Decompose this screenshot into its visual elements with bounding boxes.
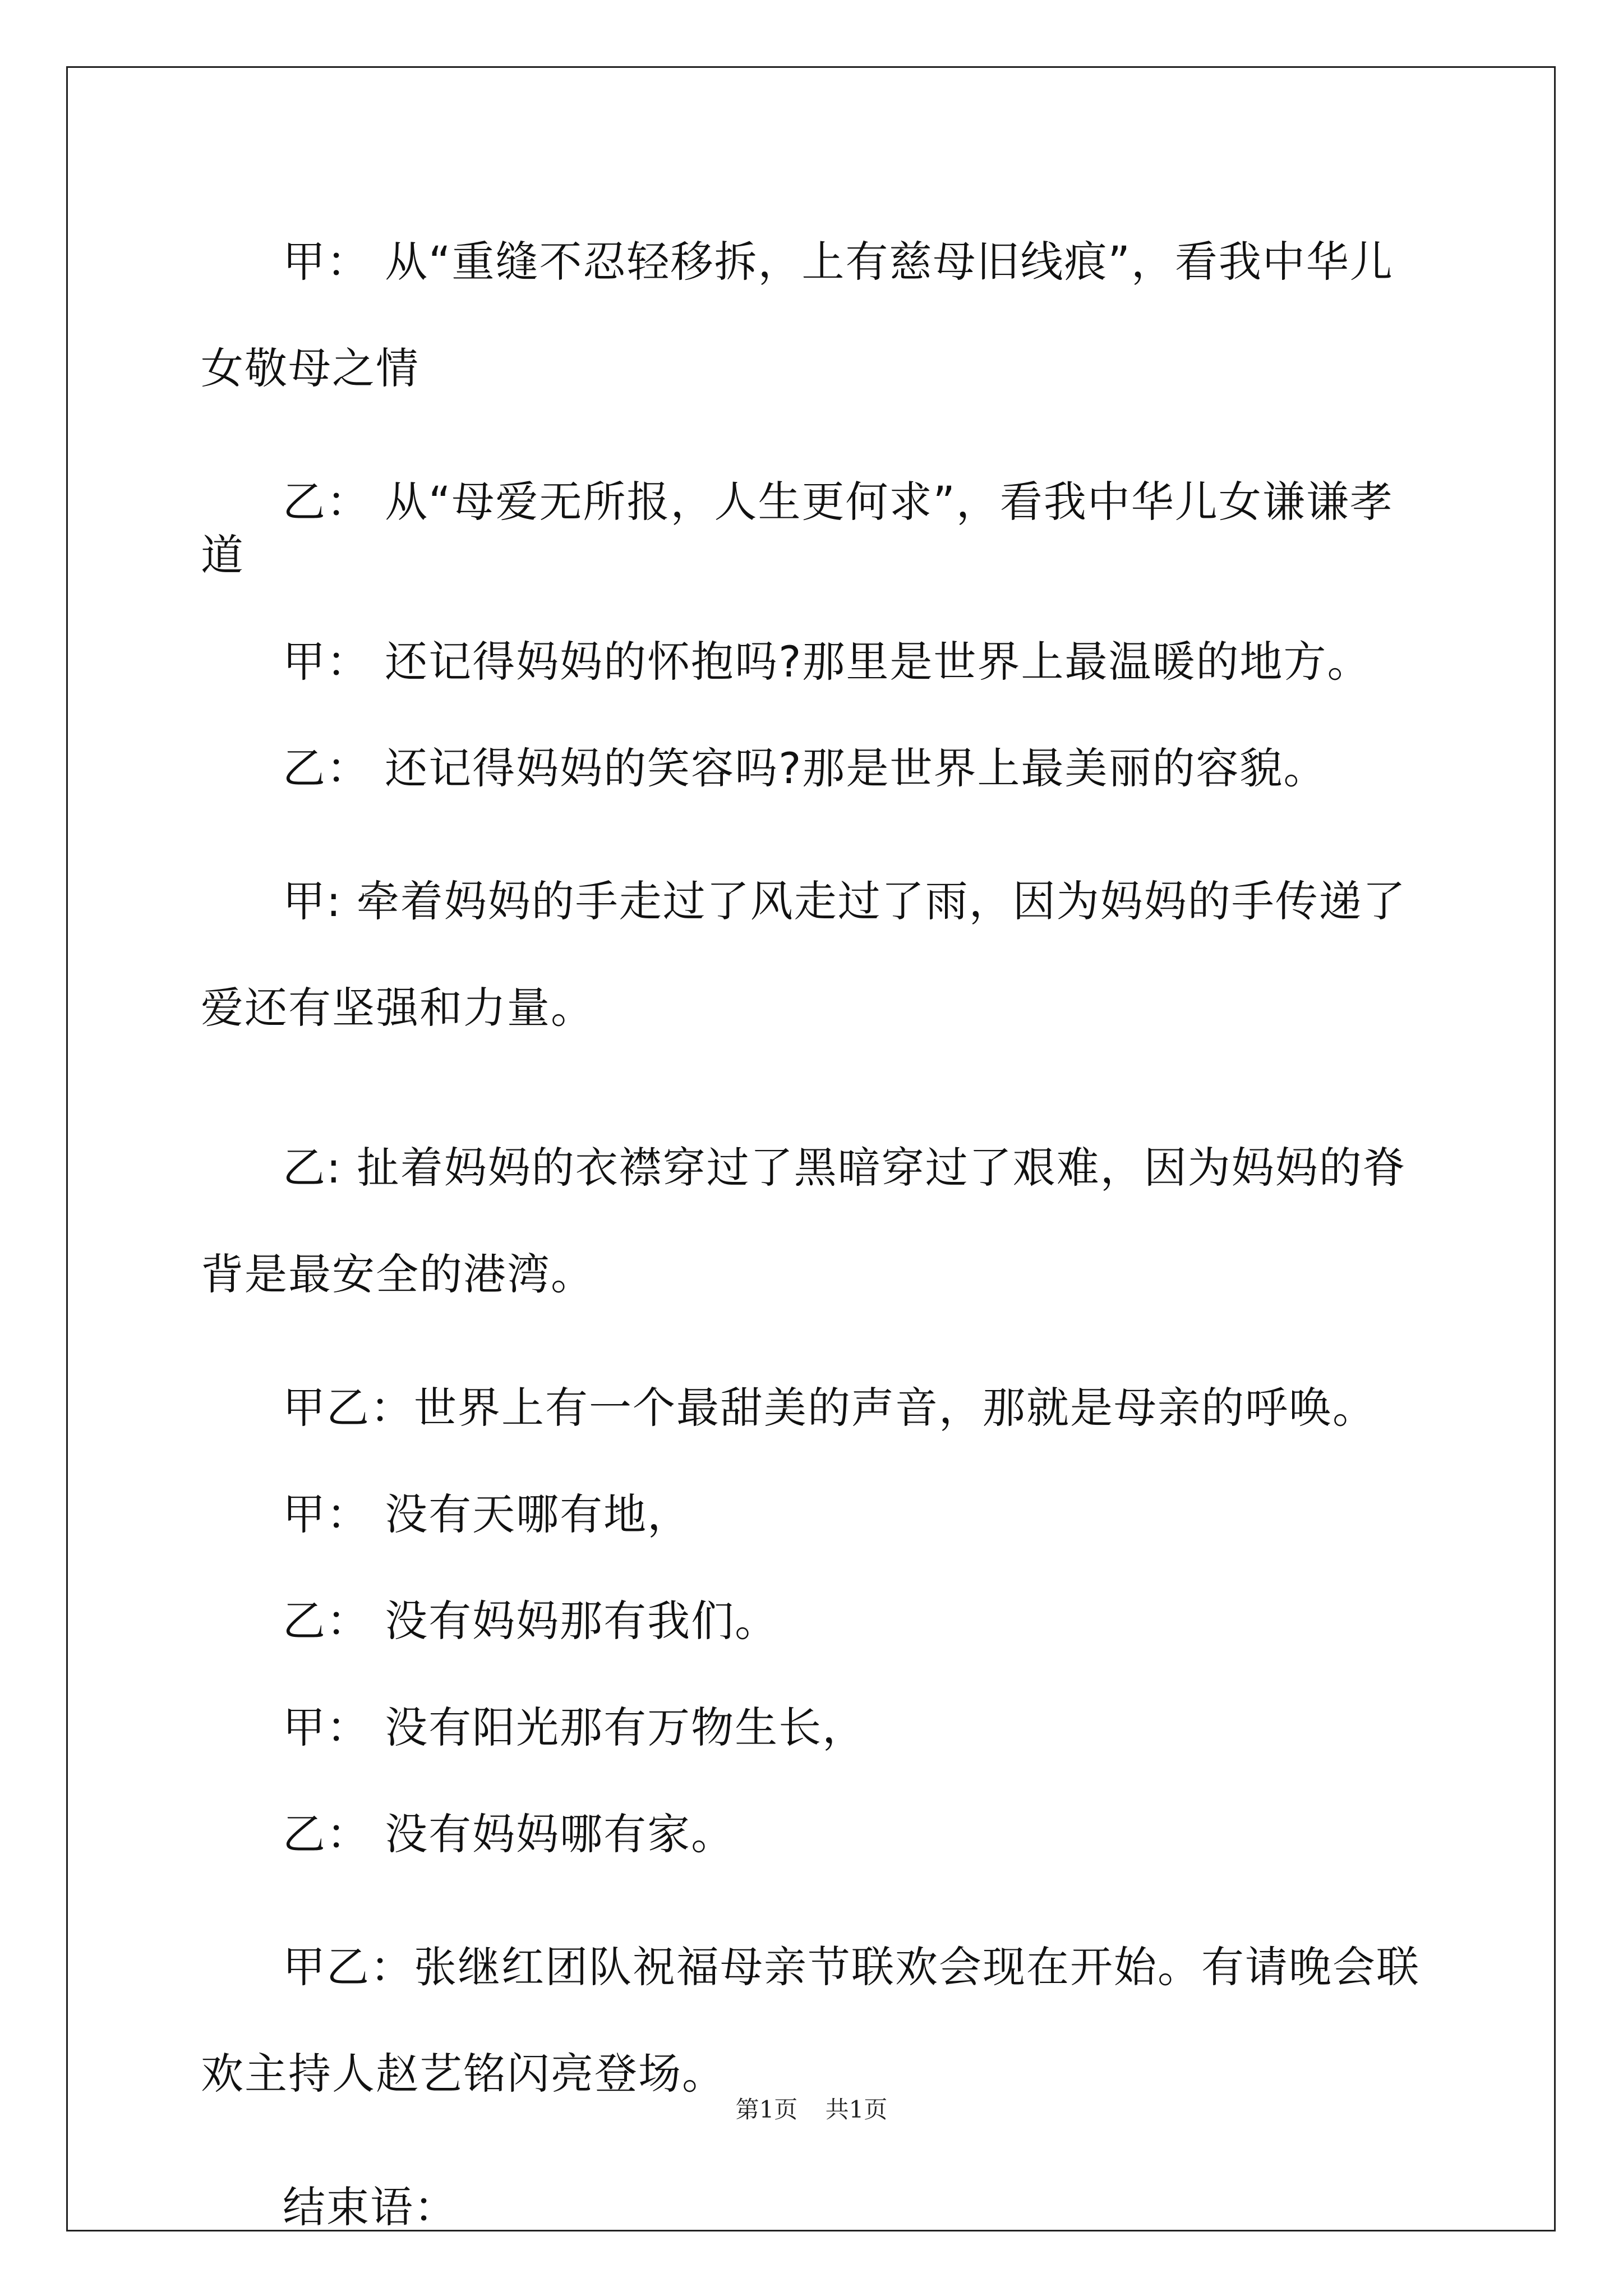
paragraph-3: 甲： 还记得妈妈的怀抱吗?那里是世界上最温暖的地方。 bbox=[283, 637, 1371, 687]
paragraph-4: 乙： 还记得妈妈的笑容吗?那是世界上最美丽的容貌。 bbox=[283, 743, 1327, 793]
paragraph-9: 乙： 没有妈妈那有我们。 bbox=[283, 1596, 779, 1646]
page-number-current: 第1页 bbox=[735, 2096, 798, 2123]
document-body bbox=[201, 209, 1423, 2287]
page-footer bbox=[0, 2091, 1623, 2125]
paragraph-5: 甲: 牵着妈妈的手走过了风走过了雨，因为妈妈的手传递了爱还有坚强和力量。 bbox=[201, 876, 1407, 1033]
paragraph-7: 甲乙：世界上有一个最甜美的声音，那就是母亲的呼唤。 bbox=[283, 1383, 1376, 1433]
page-number-total: 共1页 bbox=[825, 2096, 888, 2123]
paragraph-6: 乙: 扯着妈妈的衣襟穿过了黑暗穿过了艰难，因为妈妈的脊背是最安全的港湾。 bbox=[201, 1143, 1407, 1299]
paragraph-1: 甲： 从“重缝不忍轻移拆，上有慈母旧线痕”，看我中华儿女敬母之情 bbox=[201, 237, 1394, 393]
paragraph-10: 甲： 没有阳光那有万物生长， bbox=[283, 1703, 866, 1752]
paragraph-12: 甲乙：张继红团队祝福母亲节联欢会现在开始。有请晚会联欢主持人赵艺铭闪亮登场。 bbox=[201, 1942, 1420, 2099]
paragraph-13: 结束语： bbox=[283, 2182, 458, 2232]
paragraph-8: 甲： 没有天哪有地， bbox=[283, 1489, 691, 1539]
paragraph-2: 乙： 从“母爱无所报，人生更何求”，看我中华儿女谦谦孝道 bbox=[201, 477, 1394, 580]
paragraph-11: 乙： 没有妈妈哪有家。 bbox=[283, 1809, 735, 1859]
